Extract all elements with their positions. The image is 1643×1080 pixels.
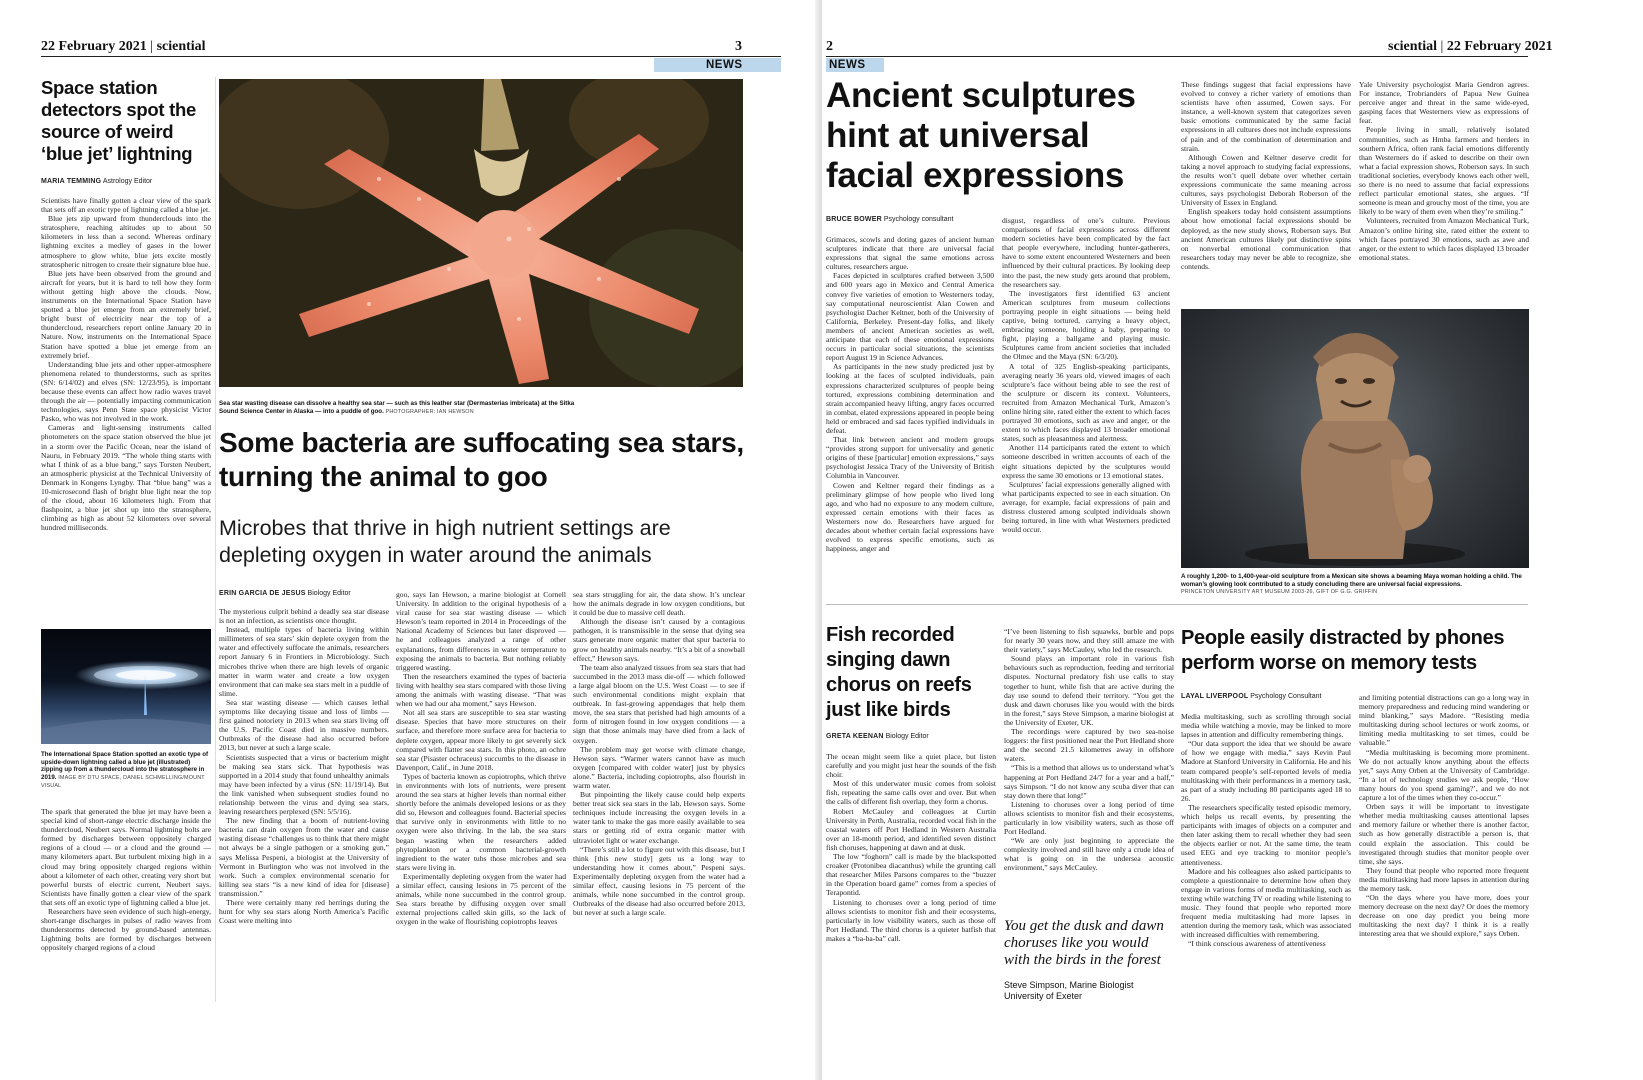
body-paragraph: Then the researchers examined the types of bacteria living with healthy sea stars compared with those living among the animals with wasting disease. “That was when we had our aha moment,” says Hewson. [396, 671, 566, 709]
body-paragraph: There were certainly many red herrings during the hunt for why sea stars along North America’s Pacific Coast were melting into [219, 898, 389, 926]
body-paragraph: “Our data support the idea that we should be aware of how we engage with media,” says Kevin Paul Madore at Stanford University in California. He and his team compared people’s self-reported levels of media multitasking with their performances in a memory task, as part of a study including 80 participants aged 18 to 26. [1181, 739, 1351, 803]
author-name: BRUCE BOWER [826, 216, 882, 223]
page-number: 3 [735, 39, 742, 54]
body-paragraph: Types of bacteria known as copiotrophs, which thrive in environments with lots of nutrients, were present around the sea stars at higher levels than normal either shortly before the animals developed lesions or as they did so, Hewson and colleagues found. Bacterial species that survive only in environments with little to no oxygen were also thriving. In the lab, the sea stars began wasting when the researchers added phytoplankton or a common bacterial-growth ingredient to the water tubs those microbes and sea stars were living in. [396, 771, 566, 872]
body-paragraph: Faces depicted in sculptures crafted between 3,500 and 600 years ago in Mexico and Central America convey five varieties of emotion to Westerners today, say computational neuroscientist Alan Cowen and psychologist Dacher Keltner, both of the University of California, Berkeley. Present-day folks, and likely members of ancient American societies as well, anticipate that each of these emotional expressions occurs in particular social situations, the scientists report August 19 in Science Advances. [826, 271, 994, 363]
byline-sculptures [826, 216, 953, 223]
author-role: Biology Editor [885, 733, 929, 740]
attribution-org: University of Exeter [1004, 991, 1083, 1001]
brand-name: sciential [156, 39, 206, 54]
body-paragraph: goo, says Ian Hewson, a marine biologist at Cornell University. In addition to the original hypothesis of a viral cause for sea star wasting disease — which Hewson’s team reported in 2014 in Proceedings of the National Academy of Sciences but later disproved — he and colleagues analyzed a range of other explanations, from differences in water temperature to exposing the animals to bacteria. But nothing reliably triggered wasting. [396, 590, 566, 672]
author-name: ERIN GARCIA DE JESUS [219, 590, 306, 597]
author-name: GRETA KEENAN [826, 733, 884, 740]
body-paragraph: Listening to choruses over a long period of time allows scientists to monitor fish and their ecosystems, particularly in low visibility waters, such as those off Port Hedland. [1004, 799, 1174, 837]
body-paragraph: Grimaces, scowls and doting gazes of ancient human sculptures indicate that there are universal facial expressions that signal the same emotions across cultures, researchers argue. [826, 235, 994, 272]
author-name: MARIA TEMMING [41, 178, 102, 185]
column-divider [215, 77, 216, 1002]
body-paragraph: Orben says it will be important to investigate whether media multitasking causes attentional lapses and memory failure or whether there is another factor, such as how generally distractible a person is, that could explain the association. This could be investigated through studies that monitor people over time, she says. [1359, 802, 1529, 866]
section-tag: NEWS [826, 58, 884, 72]
caption-sea-star [219, 400, 579, 416]
issue-date: 22 February 2021 [41, 39, 147, 54]
body-paragraph: The investigators first identified 63 ancient American sculptures from museum collections portraying people in eight situations — being held captive, being tortured, carrying a heavy object, embracing someone, holding a baby, preparing to fight, playing a ballgame and playing music. Sculptures came from ancient societies that included the Olmec and the Maya (SN: 6/3/20). [1002, 288, 1170, 362]
sea-star-illustration [219, 79, 743, 387]
headline-sculptures: Ancient sculptures hint at universal facial expressions [826, 76, 1136, 195]
body-paragraph: sea stars struggling for air, the data show. It’s unclear how the animals degrade in low oxygen conditions, but it could be due to massive cell death. [573, 590, 745, 618]
author-name: LAYAL LIVERPOOL [1181, 693, 1249, 700]
photo-credit: IMAGE BY DTU SPACE, DANIEL SCHMELLING/MOUNT VISUAL [41, 774, 205, 790]
running-header-right: sciential | 22 February 2021 [1388, 39, 1553, 54]
body-paragraph: Madore and his colleagues also asked participants to complete a questionnaire to determine how often they engage in various forms of media multitasking, such as texting while watching TV or reading while listening to music. They found that people who reported more frequent media multitasking had more lapses in attention during the memory task, which was associated with increased difficulties with remembering. [1181, 866, 1351, 940]
body-paragraph: The ocean might seem like a quiet place, but listen carefully and you might just hear the sounds of the fish choir. [826, 752, 996, 780]
brand-name: sciential [1388, 39, 1437, 54]
body-blue-jet-top [41, 196, 211, 624]
body-fish-col2 [1004, 627, 1174, 912]
body-paragraph: and limiting potential distractions can go a long way in memory preparedness and reducing mind wandering or mind blanking,” says Madore. “Resisting media multitasking during school lectures or work zooms, or limiting media multitasking to set times, could be valuable.” [1359, 693, 1529, 748]
body-paragraph: Researchers have seen evidence of such high-energy, short-range discharges in pulses of radio waves from thunderstorms detected by ground-based antennas. Lightning bolts are formed by discharges between oppositely charged regions of a cloud [41, 907, 211, 953]
header-rule [826, 56, 1528, 57]
body-sea-star-col3 [573, 590, 745, 1000]
body-paragraph: These findings suggest that facial expressions have evolved to convey a richer variety of emotions than scientists have often assumed, Cowen says. For instance, a well-known system that categorizes seven basic emotions communicated by the same facial expressions in all cultures does not include expressions of pain and of the combination of determination and strain. [1181, 80, 1351, 153]
body-paragraph: Volunteers, recruited from Amazon Mechanical Turk, Amazon’s online hiring site, rated either the extent to which faces portrayed 30 emotions, such as awe and anger, or the extent to which faces displayed 13 broader emotional states. [1359, 216, 1529, 262]
body-paragraph: Robert McCauley and colleagues at Curtin University in Perth, Australia, recorded vocal fish in the coastal waters off Port Hedland in Western Australia over an 18-month period, and identified seven distinct fish choruses, happening at dawn and at dusk. [826, 806, 996, 852]
pull-quote-fish: You get the dusk and dawn choruses like you would with the birds in the forest [1004, 918, 1164, 968]
body-paragraph: As participants in the new study predicted just by looking at the faces of sculpted individuals, pain expressions characterized sculptures of people being tortured, expressions combining determination and strain accompanied heavy lifting, angry faces occurred in combat, elated expressions appeared in people being held or embraced and sad faces typified individuals in defeat. [826, 362, 994, 435]
body-paragraph: “On the days where you have more, does your memory decrease on the next day? Or does the memory decrease on one day predict you being more multitasking the next day? I think it is a really interesting area that we should explore,” says Orben. [1359, 893, 1529, 939]
byline-phones [1181, 693, 1321, 700]
body-paragraph: Sculptures’ facial expressions generally aligned with what participants expected to see in each situation. On average, for example, facial expressions of pain and distress clustered among sculpted individuals shown being tortured, in line with what Westerners predicted would occur. [1002, 479, 1170, 535]
issue-date: 22 February 2021 [1446, 39, 1553, 54]
right-page [822, 0, 1643, 1080]
body-paragraph: A total of 325 English-speaking participants, averaging nearly 36 years old, viewed images of each sculpture’s face without being able to see the rest of the sculpture or discern its context. Volunteers, recruited from Amazon Mechanical Turk, Amazon’s online hiring site, rated either the extent to which faces portrayed 30 emotions, such as awe and anger, or the extent to which faces displayed 13 broader emotional states, such as pleasantness and alertness. [1002, 361, 1170, 444]
body-paragraph: disgust, regardless of one’s culture. Previous comparisons of facial expressions across different modern societies have been complicated by the fact that people everywhere, including hunter-gatherers, have to some extent encountered Westerners and been influenced by their cultural practices. By looking deep into the past, the new study gets around that problem, the researchers say. [1002, 216, 1170, 289]
headline-fish: Fish recorded singing dawn chorus on reefs just like birds [826, 624, 972, 721]
body-paragraph: Sea star wasting disease — which causes lethal symptoms like decaying tissue and loss of limbs — first gained notoriety in 2013 when sea stars living off the U.S. Pacific Coast died in massive numbers. Outbreaks of the disease had also occurred before 2013, but never at such a large scale. [219, 697, 389, 753]
photo-credit: PRINCETON UNIVERSITY ART MUSEUM 2003-26, GIFT OF G.G. GRIFFIN [1181, 589, 1378, 596]
standfirst-sea-star: Microbes that thrive in high nutrient settings are depleting oxygen in water around the animals [219, 516, 671, 567]
sea-star-photo [219, 79, 743, 387]
body-sculptures-col3 [1181, 80, 1351, 302]
caption-sculpture [1181, 573, 1531, 597]
body-fish-col1 [826, 752, 996, 1002]
body-paragraph: The mysterious culprit behind a deadly sea star disease is not an infection, as scientists once thought. [219, 607, 389, 626]
body-paragraph: Cameras and light-sensing instruments called photometers on the space station observed the blue jet in a storm over the Pacific Ocean, near the island of Nauru, in February 2019. “The whole thing starts with what I think of as a blue bang,” says Torsten Neubert, an atmospheric physicist at the Technical University of Denmark in Kongens Lyngby. That “blue bang” was a 10-microsecond flash of bright blue light near the top of the cloud, about 16 kilometers high. From that flashpoint, a blue jet shot up into the stratosphere, climbing as high as about 52 kilometers over several hundred milliseconds. [41, 423, 211, 533]
body-paragraph: “Media multitasking is becoming more prominent. We do not actually know anything about the effects yet,” says Amy Orben at the University of Cambridge. “In a lot of technology studies we ask people, ‘How many hours do you spend gaming?’, and we do not capture a lot of the times when they co-occur.” [1359, 747, 1529, 803]
body-paragraph: But pinpointing the likely cause could help experts better treat sick sea stars in the lab, Hewson says. Some techniques include increasing the oxygen levels in a water tank to make the gas more easily available to sea stars or getting rid of extra organic matter with ultraviolet light or water exchange. [573, 790, 745, 845]
body-paragraph: Scientists have finally gotten a clear view of the spark that sets off an exotic type of lightning called a blue jet. [41, 196, 211, 215]
body-paragraph: That link between ancient and modern groups “provides strong support for universality and genetic origins of these [particular] emotion expressions,” says psychologist Jessica Tracy of the University of British Columbia in Vancouver. [826, 435, 994, 481]
caption-text: The International Space Station spotted an exotic type of upside-down lightning called a blue jet (illustrated) zipping up from a thundercloud into the stratosphere in 2019. [41, 751, 209, 781]
body-paragraph: Understanding blue jets and other upper-atmosphere phenomena related to thunderstorms, such as sprites (SN: 6/14/02) and elves (SN: 12/23/95), is important because these events can affect how radio waves travel through the air — potentially impacting communication technologies, says Penn State space physicist Victor Pasko, who was not involved in the work. [41, 359, 211, 424]
page-number: 2 [826, 39, 833, 54]
body-sculptures-col1 [826, 235, 994, 572]
section-tag: NEWS [654, 58, 781, 72]
blue-jet-illustration [41, 629, 211, 744]
caption-text: Sea star wasting disease can dissolve a healthy sea star — such as this leather star (Dermasterias imbricata) at the Sitka Sound Science Center in Alaska — into a puddle of goo. [219, 400, 575, 415]
photo-credit: PHOTOGRAPHER: IAN HEWSON [385, 408, 474, 415]
body-phones-col1 [1181, 712, 1351, 1002]
body-paragraph: “I’ve been listening to fish squawks, burble and pops for nearly 30 years now, and they still amaze me with their variety,” says McCauley, who led the research. [1004, 627, 1174, 655]
body-paragraph: The researchers specifically tested episodic memory, which helps us recall events, by presenting the participants with images of objects on a computer and then later asking them to recall whether they had seen the objects earlier or not. At the same time, the team used EEG and eye tracking to monitor people’s attentiveness. [1181, 802, 1351, 867]
section-divider [826, 604, 1528, 605]
body-paragraph: People living in small, relatively isolated communities, such as Hmba farmers and herders in southern Africa, often rank facial emotions differently than Westerners do if asked to describe on their own what a facial expression shows, Roberson says. In such traditional societies, everybody knows each other well, so there is no need to assume that facial expressions reflect particular emotional states, she argues. “If someone is mean and grouchy most of the time, you are likely to be wary of them even when they’re smiling.” [1359, 125, 1529, 217]
author-role: Psychology Consultant [1250, 693, 1322, 700]
body-paragraph: Most of this underwater music comes from soloist fish, repeating the same calls over and over. But when the calls of different fish overlap, they form a chorus. [826, 779, 996, 807]
body-paragraph: Instead, multiple types of bacteria living within millimeters of sea stars’ skin deplete oxygen from the water and effectively suffocate the animals, researchers report January 6 in Frontiers in Microbiology. Such microbes thrive when there are high levels of organic matter in warm water and create a low oxygen environment that can make sea stars melt in a puddle of slime. [219, 625, 389, 698]
caption-text: A roughly 1,200- to 1,400-year-old sculpture from a Mexican site shows a beaming Maya woman holding a child. The woman’s glowing look contributed to a study concluding there are universal facial expressions. [1181, 573, 1522, 588]
byline-sea-star [219, 590, 351, 597]
attribution-name: Steve Simpson, Marine Biologist [1004, 980, 1134, 990]
body-sea-star-col1 [219, 607, 389, 1000]
body-paragraph: Another 114 participants rated the extent to which someone described in written accounts of each of the eight situations depicted by the sculptures would express the same 30 emotions or 13 emotional states. [1002, 443, 1170, 480]
body-blue-jet-bottom [41, 807, 211, 1000]
body-phones-col2 [1359, 693, 1529, 1002]
body-paragraph: Scientists suspected that a virus or bacterium might be making sea stars sick. That hypothesis was supported in a 2014 study that found unhealthy animals may have been infected by a virus (SN: 11/19/14). But the link vanished when subsequent studies found no relationship between the virus and dying sea stars, leaving researchers perplexed (SN: 5/5/16). [219, 752, 389, 817]
body-paragraph: The team also analyzed tissues from sea stars that had succumbed in the 2013 mass die-off — which followed a large algal bloom on the U.S. West Coast — to see if such environmental conditions might explain that outbreak. In fast-growing appendages that help them move, the sea stars that perished had high amounts of a form of nitrogen found in low oxygen conditions — a sign that those animals may have died from a lack of oxygen. [573, 662, 745, 745]
body-paragraph: The low “foghorn” call is made by the blackspotted croaker (Protonibea diacanthus) while the grunting call that researcher Miles Parsons compares to the “buzzer in the Operation board game” comes from a species of Terapontid. [826, 852, 996, 898]
maya-sculpture-illustration [1181, 309, 1529, 568]
body-paragraph: Experimentally depleting oxygen from the water had a similar effect, causing lesions in 75 percent of the animals, while none succumbed in the control group. Sea stars breathe by diffusing oxygen over small external projections called skin gills, so the lack of oxygen in the wake of flourishing copiotrophs leaves [396, 871, 566, 927]
caption-blue-jet [41, 751, 213, 791]
body-paragraph: The problem may get worse with climate change, Hewson says. “Warmer waters cannot have as much oxygen [compared with colder water] just by physics alone.” Bacteria, including copiotrophs, also flourish in warm water. [573, 744, 745, 790]
author-role: Astrology Editor [102, 178, 153, 185]
running-header-left: 22 February 2021 | sciential [41, 39, 206, 54]
pull-quote-attribution [1004, 980, 1176, 1002]
body-paragraph: English speakers today hold consistent assumptions about how emotional facial expressions should be deployed, as the new study shows, Roberson says. But ancient American cultures likely put distinctive spins on nonverbal emotional communication that researchers today may never be able to recognize, she contends. [1181, 207, 1351, 271]
body-paragraph: “There’s still a lot to figure out with this disease, but I think [this new study] gets us a long way to understanding how it comes about,” Pespeni says. Experimentally depleting oxygen from the water had a similar effect, causing lesions in 75 percent of the animals, while none succumbed in the control group. Outbreaks of the disease had also occurred before 2013, but never at such a large scale. [573, 844, 745, 918]
body-paragraph: The spark that generated the blue jet may have been a special kind of short-range electric discharge inside the thundercloud, Neubert says. Normal lightning bolts are formed by discharges between oppositely charged regions of a cloud — or a cloud and the ground — many kilometers apart. But turbulent mixing high in a cloud may bring oppositely charged regions within about a kilometer of each other, creating very short but powerful bursts of electric current, Neubert says. Scientists have finally gotten a clear view of the spark that sets off an exotic type of lightning called a blue jet. [41, 807, 211, 907]
body-paragraph: The new finding that a boom of nutrient-loving bacteria can drain oxygen from the water and cause wasting disease “challenges us to think that there might not always be a single pathogen or a smoking gun,” says Melissa Pespeni, a biologist at the University of Vermont in Burlington who was not involved in the work. Such a complex environmental scenario for killing sea stars “is a new kind of idea for [disease] transmission.” [219, 816, 389, 898]
author-role: Psychology consultant [883, 216, 954, 223]
body-paragraph: Listening to choruses over a long period of time allows scientists to monitor fish and their ecosystems, particularly in low visibility waters, such as those off Port Hedland. The third chorus is a quieter batfish that makes a “ba-ba-ba” call. [826, 897, 996, 943]
body-paragraph: “We are only just beginning to appreciate the complexity involved and still have only a crude idea of what is going on in the undersea acoustic environment,” says McCauley. [1004, 836, 1174, 873]
body-paragraph: “This is a method that allows us to understand what’s happening at Port Hedland 24/7 for a year and a half,” says Simpson. “I do not know any scuba diver that can stay down there that long!” [1004, 763, 1174, 800]
body-paragraph: Yale University psychologist Maria Gendron agrees. For instance, Trobrianders of Papua New Guinea perceive anger and threat in the same wide-eyed, gasping faces that Westerners view as expressions of fear. [1359, 80, 1529, 126]
body-paragraph: Cowen and Keltner regard their findings as a preliminary glimpse of how people who lived long ago, and who had no exposure to any modern culture, expressed certain emotions with their faces as Westerners now do. Researchers have argued for decades about whether certain facial expressions have evolved to express specific emotions, such as happiness, anger and [826, 480, 994, 554]
body-sculptures-col2 [1002, 216, 1170, 572]
headline-phones: People easily distracted by phones perform worse on memory tests [1181, 627, 1505, 674]
headline-blue-jet: Space station detectors spot the source of weird ‘blue jet’ lightning [41, 77, 196, 164]
body-paragraph: The recordings were captured by two sea-noise loggers: the first positioned near the Port Hedland shore and the second 21.5 kilometres away in offshore waters. [1004, 727, 1174, 764]
header-rule [41, 56, 781, 57]
body-paragraph: Media multitasking, such as scrolling through social media while watching a movie, may be linked to more lapses in attention and difficulty remembering things. [1181, 712, 1351, 740]
body-paragraph: Sound plays an important role in various fish behaviours such as reproduction, feeding and territorial disputes. Nocturnal predatory fish use calls to stay together to hunt, while fish that are active during the day use sound to defend their territory. “You get the dusk and dawn choruses like you would with the birds in the forest,” says Steve Simpson, a marine biologist at the University of Exeter, UK. [1004, 654, 1174, 727]
byline-fish [826, 733, 929, 740]
headline-sea-star: Some bacteria are suffocating sea stars, turning the animal to goo [219, 427, 744, 492]
body-paragraph: “I think conscious awareness of attentiveness [1188, 939, 1326, 949]
body-paragraph: Blue jets have been observed from the ground and aircraft for years, but it is hard to tell how they form without getting high above the clouds. Now, instruments on the International Space Station have spotted a blue jet emerge from an extremely brief, bright burst of electricity near the top of a thundercloud, researchers report online January 20 in Nature. Now, instruments on the International Space Station have spotted a blue jet emerge from an extremely brief. [41, 268, 211, 360]
body-paragraph: Blue jets zip upward from thunderclouds into the stratosphere, reaching altitudes up to about 50 kilometers in less than a second. Whereas ordinary lightning excites a medley of gases in the lower atmosphere to glow white, blue jets excite mostly stratospheric nitrogen to create their signature blue hue. [41, 214, 211, 269]
body-paragraph: Although Cowen and Keltner deserve credit for taking a novel approach to studying facial expressions, the results won’t quell debate over whether certain expressions communicate the same meaning across cultures, says psychologist Deborah Roberson of the University of Essex in England. [1181, 152, 1351, 208]
author-role: Biology Editor [307, 590, 351, 597]
maya-sculpture-photo [1181, 309, 1529, 568]
body-paragraph: Not all sea stars are susceptible to sea star wasting disease. Species that have more structures on their surface, and therefore more surface area for bacteria to deplete oxygen, appear more likely to get severely sick compared with flatter sea stars. In this photo, an ochre sea star (Pisaster ochraceus) succumbs to the disease in Davenport, Calif., in June 2018. [396, 708, 566, 772]
blue-jet-image [41, 629, 211, 744]
body-paragraph: Although the disease isn’t caused by a contagious pathogen, it is transmissible in the sense that dying sea stars generate more organic matter that spur bacteria to grow on healthy animals nearby. “It’s a bit of a snowball effect,” Hewson says. [573, 617, 745, 663]
body-paragraph: They found that people who reported more frequent media multitasking had more lapses in attention during the memory task. [1359, 865, 1529, 893]
body-sculptures-col4 [1359, 80, 1529, 302]
body-sea-star-col2 [396, 590, 566, 1000]
byline-blue-jet [41, 178, 152, 185]
